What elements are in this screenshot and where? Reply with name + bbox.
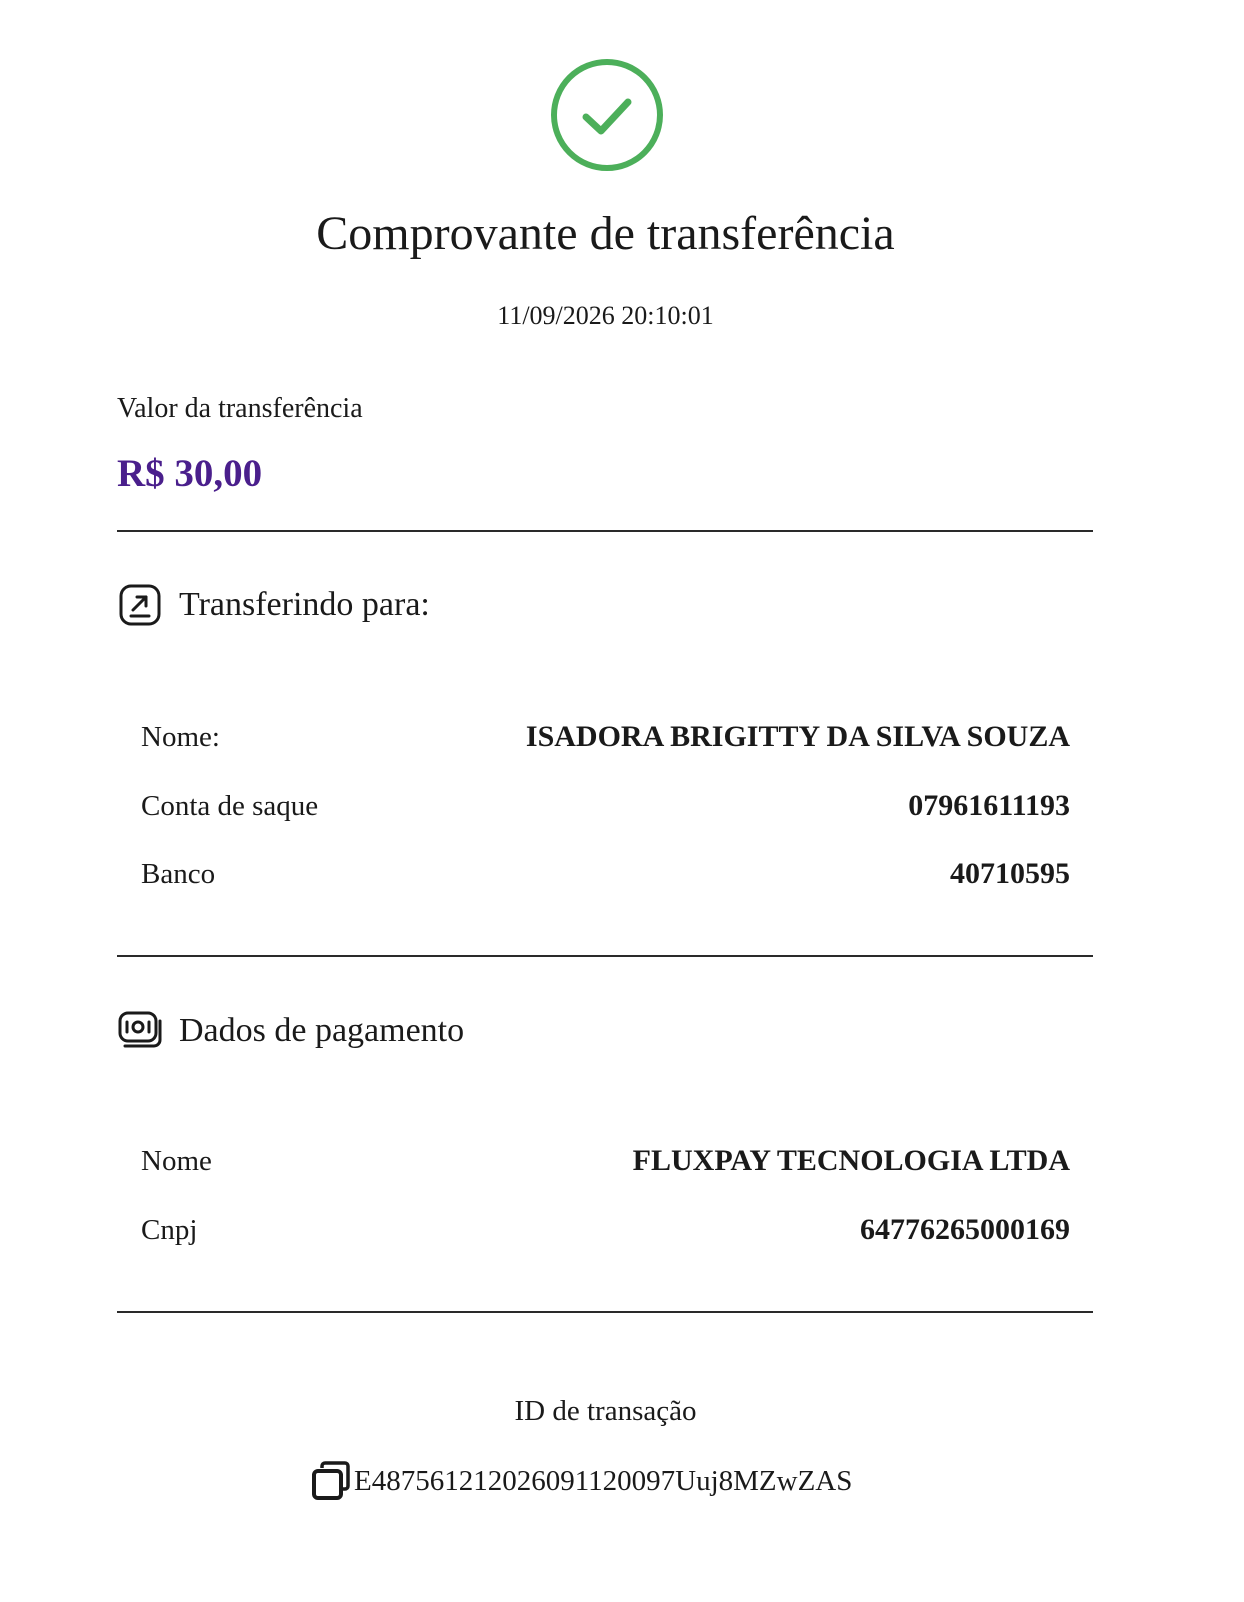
payment-row-name — [141, 1144, 1070, 1178]
transfer-timestamp: 11/09/2026 20:10:01 — [497, 301, 714, 330]
payment-section-header — [117, 1008, 464, 1054]
payment-heading: Dados de pagamento — [179, 1012, 465, 1049]
amount-label: Valor da transferência — [117, 393, 363, 424]
amount-value: R$ 30,00 — [117, 452, 263, 495]
row-key: Nome — [141, 1145, 212, 1177]
row-key: Nome: — [141, 721, 220, 753]
row-value: 40710595 — [950, 857, 1070, 890]
recipient-row-name — [141, 720, 1070, 754]
recipient-section-header — [117, 582, 430, 628]
transaction-id-label: ID de transação — [514, 1395, 697, 1427]
row-key: Conta de saque — [141, 790, 319, 822]
divider — [117, 530, 1093, 532]
copy-icon[interactable] — [310, 1460, 352, 1502]
row-key: Banco — [141, 858, 216, 890]
money-stack-icon — [117, 1008, 163, 1054]
recipient-row-bank — [141, 857, 1070, 891]
page-title: Comprovante de transferência — [316, 207, 895, 260]
row-value: FLUXPAY TECNOLOGIA LTDA — [632, 1144, 1070, 1177]
row-key: Cnpj — [141, 1214, 198, 1246]
recipient-row-account — [141, 789, 1070, 823]
divider — [117, 955, 1093, 957]
payment-row-cnpj — [141, 1213, 1070, 1247]
row-value: ISADORA BRIGITTY DA SILVA SOUZA — [525, 720, 1070, 753]
recipient-heading: Transferindo para: — [179, 586, 430, 623]
arrow-up-right-square-icon — [117, 582, 163, 628]
row-value: 64776265000169 — [860, 1213, 1070, 1246]
transaction-id-value: E48756121202609112009​7Uuj8MZwZAS — [354, 1465, 853, 1497]
row-value: 07961611193 — [908, 789, 1070, 822]
divider — [117, 1311, 1093, 1313]
transaction-id[interactable] — [310, 1460, 852, 1502]
check-circle-icon — [550, 58, 664, 172]
